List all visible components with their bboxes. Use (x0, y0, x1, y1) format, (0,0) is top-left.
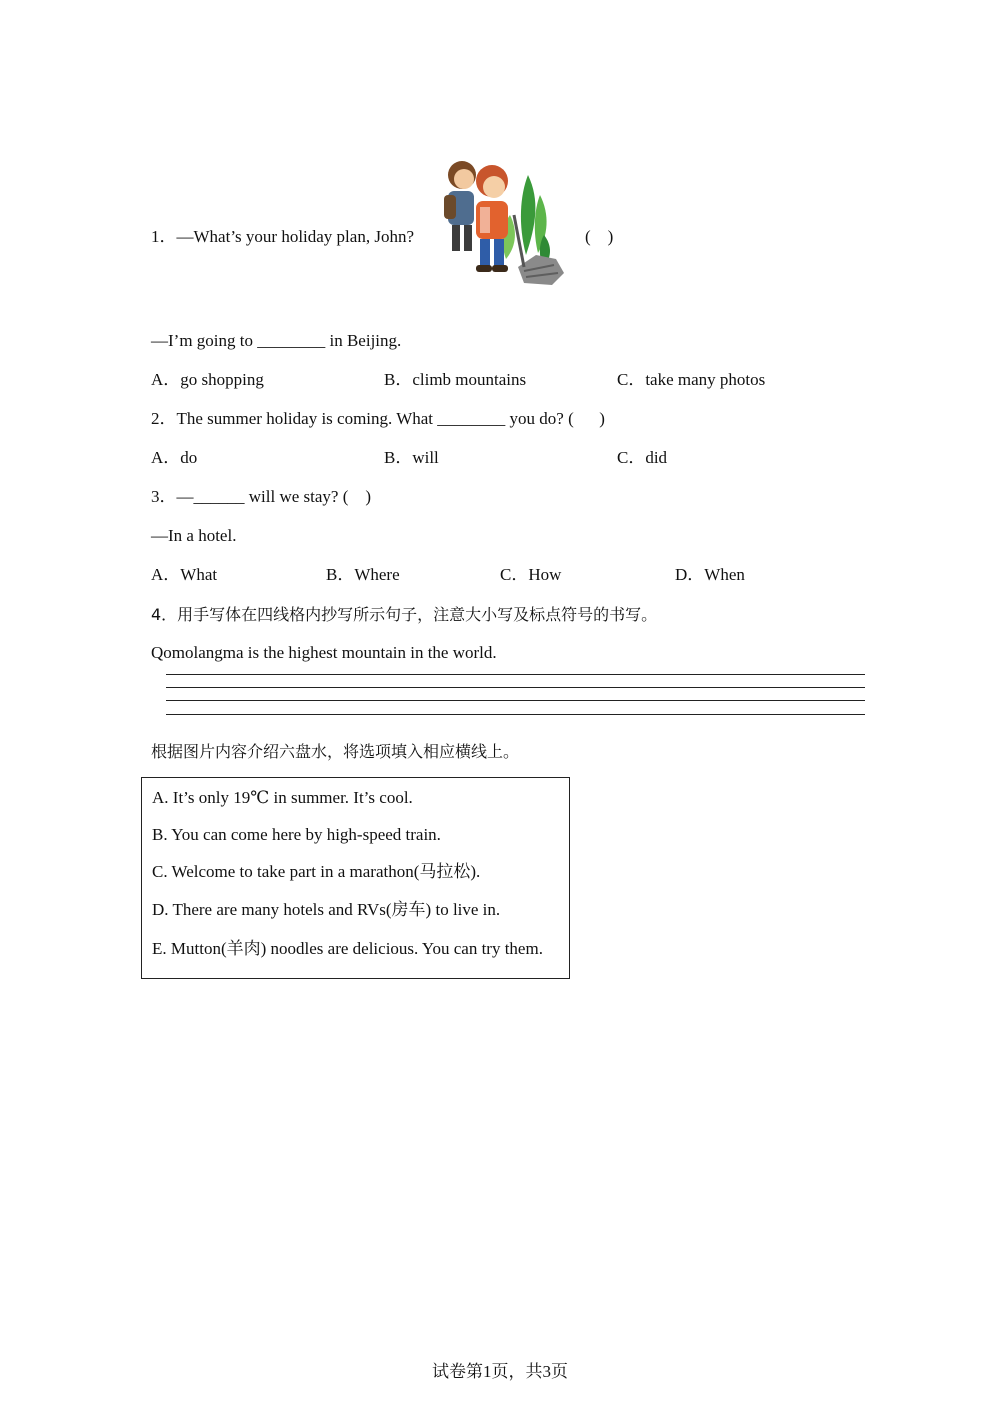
section-instruction: 根据图片内容介绍六盘水，将选项填入相应横线上。 (151, 742, 520, 761)
q3-option-d[interactable]: D．When (675, 565, 745, 584)
grid-line (166, 674, 865, 675)
q3-option-c[interactable]: C．How (500, 565, 562, 584)
page-footer: 试卷第1页，共3页 (432, 1362, 568, 1381)
q3-prompt: 3．—______ will we stay? ( ) (151, 487, 372, 506)
q2-prompt: 2．The summer holiday is coming. What ________ you do? ( ) (151, 409, 605, 428)
grid-line (166, 714, 865, 715)
q3-option-b[interactable]: B．Where (326, 565, 400, 584)
grid-line (166, 687, 865, 688)
q1-option-c[interactable]: C．take many photos (617, 370, 766, 389)
box-option-d: D. There are many hotels and RVs(房车) to live in. (152, 900, 501, 919)
hikers-illustration (440, 155, 568, 287)
four-line-writing-grid[interactable] (166, 674, 865, 716)
q2-option-c[interactable]: C．did (617, 448, 668, 467)
options-box (141, 777, 570, 979)
q4-sentence: Qomolangma is the highest mountain in the world. (151, 643, 497, 662)
q1-option-a[interactable]: A．go shopping (151, 370, 264, 389)
box-option-a: A. It’s only 19℃ in summer. It’s cool. (152, 788, 413, 807)
q2-option-a[interactable]: A．do (151, 448, 198, 467)
q1-option-b[interactable]: B．climb mountains (384, 370, 527, 389)
box-option-b: B. You can come here by high-speed train. (152, 825, 441, 844)
q2-option-b[interactable]: B．will (384, 448, 439, 467)
box-option-e: E. Mutton(羊肉) noodles are delicious. You can try them. (152, 939, 543, 958)
q4-prompt: 4．用手写体在四线格内抄写所示句子，注意大小写及标点符号的书写。 (151, 605, 658, 624)
q1-answer-parentheses: ( ) (585, 227, 614, 246)
q3-answer-line: —In a hotel. (151, 526, 237, 545)
q3-option-a[interactable]: A．What (151, 565, 218, 584)
q1-answer-line: —I’m going to ________ in Beijing. (151, 331, 402, 350)
q1-prompt: 1．—What’s your holiday plan, John? (151, 227, 414, 246)
box-option-c: C. Welcome to take part in a marathon(马拉松). (152, 862, 481, 881)
grid-line (166, 700, 865, 701)
